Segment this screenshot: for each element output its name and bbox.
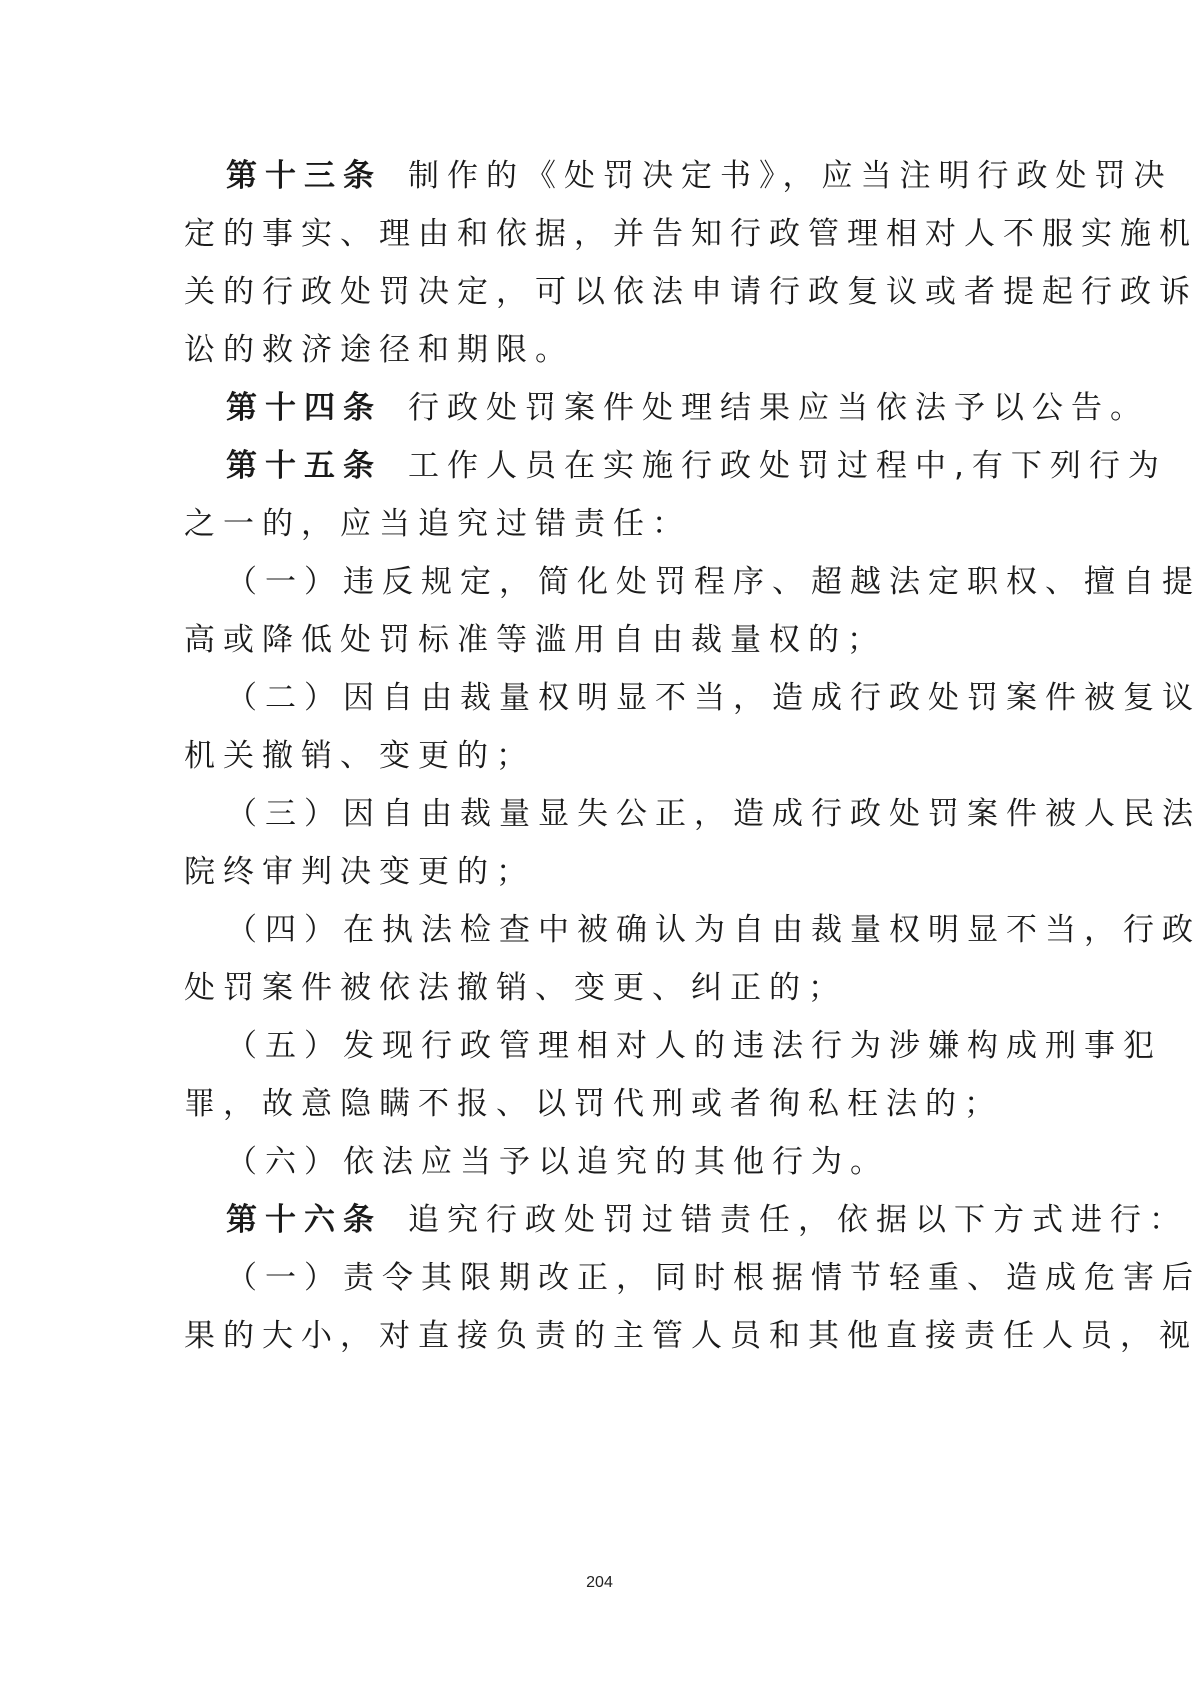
document-body [184, 147, 1201, 1365]
article-15-item-3-line-2: 院终审判决变更的； [184, 854, 535, 890]
article-16-item-1-line-1: （一）责令其限期改正，同时根据情节轻重、造成危害后 [226, 1260, 1201, 1296]
article-16-text-1: 追究行政处罚过错责任，依据以下方式进行： [408, 1202, 1188, 1238]
article-15-item-6-line-1: （六）依法应当予以追究的其他行为。 [226, 1144, 889, 1180]
page-number: 204 [586, 1574, 613, 1591]
article-15-item-2-line-1: （二）因自由裁量权明显不当，造成行政处罚案件被复议 [226, 680, 1201, 716]
article-14-title: 第十四条 [226, 390, 382, 426]
article-15-title: 第十五条 [226, 448, 382, 484]
article-15-text-1: 工作人员在实施行政处罚过程中,有下列行为 [408, 448, 1167, 484]
article-14-line-1 [184, 379, 1149, 437]
article-14-text-1: 行政处罚案件处理结果应当依法予以公告。 [408, 390, 1149, 426]
article-13-line-4: 讼的救济途径和期限。 [184, 332, 574, 368]
article-15-item-1-line-1: （一）违反规定，简化处罚程序、超越法定职权、擅自提 [226, 564, 1201, 600]
article-15-item-4-line-1: （四）在执法检查中被确认为自由裁量权明显不当，行政 [226, 912, 1201, 948]
article-15-line-1 [184, 437, 1167, 495]
article-15-item-4-line-2: 处罚案件被依法撤销、变更、纠正的； [184, 970, 847, 1006]
article-16-item-1-line-2: 果的大小，对直接负责的主管人员和其他直接责任人员，视 [184, 1318, 1198, 1354]
article-15-item-5-line-2: 罪，故意隐瞒不报、以罚代刑或者徇私枉法的； [184, 1086, 1003, 1122]
article-16-line-1 [184, 1191, 1188, 1249]
article-13-line-1 [184, 147, 1173, 205]
article-13-text-1: 制作的《处罚决定书》，应当注明行政处罚决 [408, 158, 1173, 194]
article-15-item-2-line-2: 机关撤销、变更的； [184, 738, 535, 774]
article-15-item-3-line-1: （三）因自由裁量显失公正，造成行政处罚案件被人民法 [226, 796, 1201, 832]
article-13-line-2: 定的事实、理由和依据，并告知行政管理相对人不服实施机 [184, 216, 1198, 252]
article-13-line-3: 关的行政处罚决定，可以依法申请行政复议或者提起行政诉 [184, 274, 1198, 310]
article-15-item-1-line-2: 高或降低处罚标准等滥用自由裁量权的； [184, 622, 886, 658]
article-16-title: 第十六条 [226, 1202, 382, 1238]
article-13-title: 第十三条 [226, 158, 382, 194]
article-15-line-2: 之一的，应当追究过错责任： [184, 506, 691, 542]
article-15-item-5-line-1: （五）发现行政管理相对人的违法行为涉嫌构成刑事犯 [226, 1028, 1162, 1064]
